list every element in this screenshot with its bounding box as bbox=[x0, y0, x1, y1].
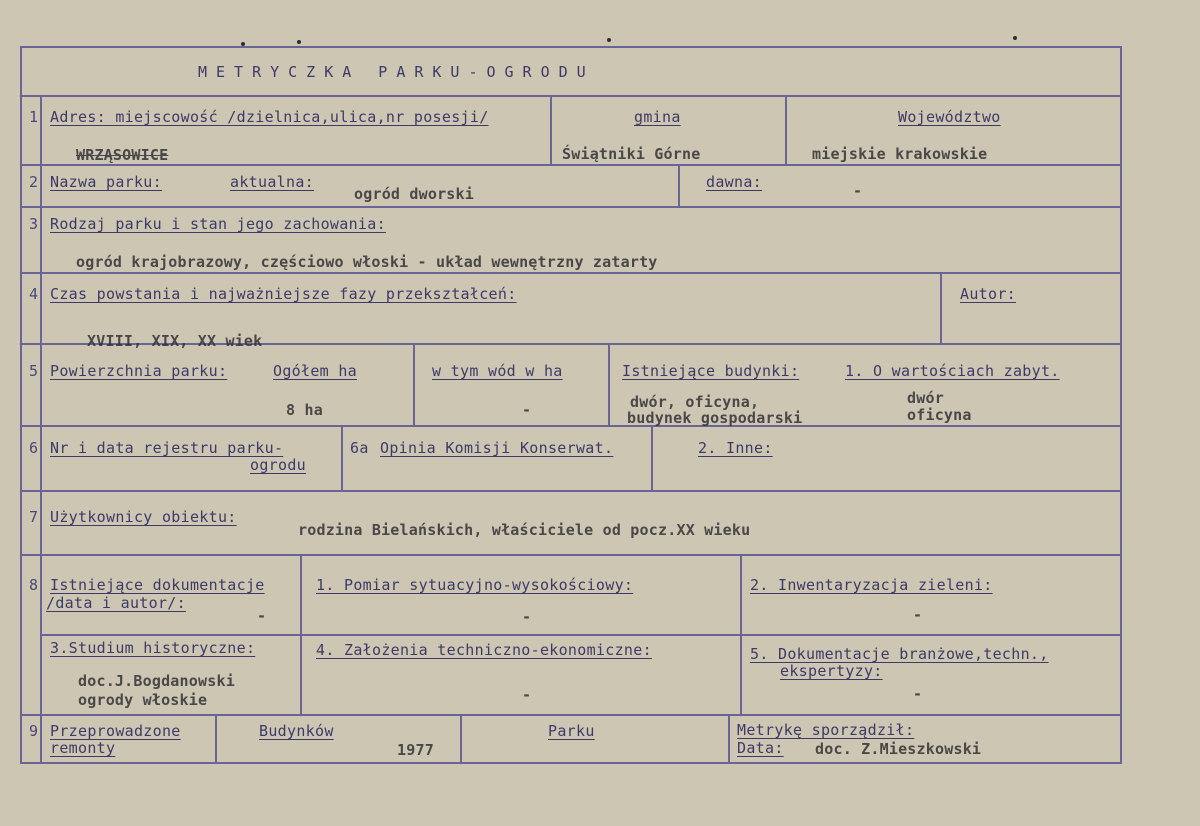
rule-top bbox=[20, 46, 1122, 48]
area-total-value: 8 ha bbox=[286, 401, 323, 419]
technical-assumptions-label: 4. Założenia techniczno-ekonomiczne: bbox=[316, 641, 652, 659]
documentation-label-line1: Istniejące dokumentacje bbox=[50, 576, 265, 594]
park-name-label: Nazwa parku: bbox=[50, 173, 162, 191]
historical-study-value-line2: ogrody włoskie bbox=[78, 691, 208, 709]
rule-r5-a bbox=[413, 343, 415, 425]
rule-r5-b bbox=[608, 343, 610, 425]
row-number-4: 4 bbox=[29, 285, 39, 303]
row-number-2: 2 bbox=[29, 173, 39, 191]
ink-speck bbox=[607, 38, 611, 42]
documentation-label-line2: /data i autor/: bbox=[46, 594, 186, 612]
rule-row2-bottom bbox=[20, 206, 1122, 208]
buildings-label: Istniejące budynki: bbox=[622, 362, 800, 380]
rule-r9-a bbox=[215, 714, 217, 762]
users-label: Użytkownicy obiektu: bbox=[50, 508, 237, 526]
park-repairs-label: Parku bbox=[548, 722, 595, 740]
area-total-label: Ogółem ha bbox=[273, 362, 357, 380]
repairs-label-line1: Przeprowadzone bbox=[50, 722, 181, 740]
conservation-opinion-label: Opinia Komisji Konserwat. bbox=[380, 439, 614, 457]
historical-study-label: 3.Studium historyczne: bbox=[50, 639, 256, 657]
rule-r1-a bbox=[550, 95, 552, 164]
rule-r9-c bbox=[728, 714, 730, 762]
history-phases-label: Czas powstania i najważniejsze fazy przekształceń: bbox=[50, 285, 517, 303]
current-name-value: ogród dworski bbox=[354, 185, 474, 203]
rule-left bbox=[20, 46, 22, 764]
prepared-by-value: doc. Z.Mieszkowski bbox=[815, 740, 982, 758]
survey-label: 1. Pomiar sytuacyjno-wysokościowy: bbox=[316, 576, 634, 594]
rule-right bbox=[1120, 46, 1122, 764]
history-phases-value: XVIII, XIX, XX wiek bbox=[87, 332, 263, 350]
date-label: Data: bbox=[737, 739, 784, 757]
technical-assumptions-value: - bbox=[522, 686, 532, 704]
register-label-line1: Nr i data rejestru parku- bbox=[50, 439, 284, 457]
gmina-value: Świątniki Górne bbox=[562, 145, 701, 163]
building-repairs-value: 1977 bbox=[397, 741, 434, 759]
author-label: Autor: bbox=[960, 285, 1016, 303]
historic-buildings-value-line1: dwór bbox=[907, 389, 944, 407]
row-number-7: 7 bbox=[29, 508, 39, 526]
rule-r9-b bbox=[460, 714, 462, 762]
park-type-value: ogród krajobrazowy, częściowo włoski - układ wewnętrzny zatarty bbox=[76, 253, 658, 271]
area-label: Powierzchnia parku: bbox=[50, 362, 228, 380]
buildings-value-line2: budynek gospodarski bbox=[627, 409, 803, 427]
rule-r6-a bbox=[341, 425, 343, 490]
rule-bottom bbox=[20, 762, 1122, 764]
rule-row7-bottom bbox=[20, 554, 1122, 556]
rule-number-column bbox=[40, 95, 42, 764]
former-name-value: - bbox=[853, 182, 863, 200]
historical-study-value-line1: doc.J.Bogdanowski bbox=[78, 672, 235, 690]
current-name-label: aktualna: bbox=[230, 173, 314, 191]
rule-title-bottom bbox=[20, 95, 1122, 97]
row-number-8: 8 bbox=[29, 576, 39, 594]
row-number-3: 3 bbox=[29, 215, 39, 233]
branch-documentation-label-line2: ekspertyzy: bbox=[780, 662, 883, 680]
rule-r2-a bbox=[678, 164, 680, 206]
register-label-line2: ogrodu bbox=[250, 456, 306, 474]
building-repairs-label: Budynków bbox=[259, 722, 334, 740]
rule-row6-bottom bbox=[20, 490, 1122, 492]
gmina-label: gmina bbox=[634, 108, 681, 126]
branch-documentation-label-line1: 5. Dokumentacje branżowe,techn., bbox=[750, 645, 1049, 663]
park-type-label: Rodzaj parku i stan jego zachowania: bbox=[50, 215, 386, 233]
prepared-by-label: Metrykę sporządził: bbox=[737, 721, 915, 739]
voivodeship-label: Województwo bbox=[898, 108, 1001, 126]
rule-row1-bottom bbox=[20, 164, 1122, 166]
water-area-value: - bbox=[522, 401, 532, 419]
other-buildings-label: 2. Inne: bbox=[698, 439, 773, 457]
rule-r6-b bbox=[651, 425, 653, 490]
address-value: WRZĄSOWICE bbox=[76, 146, 169, 164]
greenery-inventory-label: 2. Inwentaryzacja zieleni: bbox=[750, 576, 993, 594]
documentation-value: - bbox=[257, 607, 267, 625]
ink-speck bbox=[1013, 36, 1017, 40]
historic-buildings-value-line2: oficyna bbox=[907, 406, 972, 424]
rule-r8-a bbox=[300, 554, 302, 714]
card-title: METRYCZKA PARKU-OGRODU bbox=[198, 63, 595, 81]
opinion-number: 6a bbox=[350, 439, 369, 457]
rule-row3-bottom bbox=[20, 272, 1122, 274]
repairs-label-line2: remonty bbox=[50, 739, 116, 757]
row-number-9: 9 bbox=[29, 722, 39, 740]
address-label: Adres: miejscowość /dzielnica,ulica,nr posesji/ bbox=[50, 108, 489, 126]
ink-speck bbox=[297, 40, 301, 44]
users-value: rodzina Bielańskich, właściciele od pocz.XX wieku bbox=[298, 521, 751, 539]
water-area-label: w tym wód w ha bbox=[432, 362, 563, 380]
row-number-1: 1 bbox=[29, 108, 39, 126]
voivodeship-value: miejskie krakowskie bbox=[812, 145, 988, 163]
row-number-6: 6 bbox=[29, 439, 39, 457]
greenery-inventory-value: - bbox=[913, 606, 923, 624]
rule-r1-b bbox=[785, 95, 787, 164]
historic-buildings-label: 1. O wartościach zabyt. bbox=[845, 362, 1060, 380]
rule-r4-a bbox=[940, 272, 942, 343]
survey-value: - bbox=[522, 608, 532, 626]
former-name-label: dawna: bbox=[706, 173, 762, 191]
buildings-value-line1: dwór, oficyna, bbox=[630, 393, 760, 411]
rule-row8a-bottom bbox=[40, 634, 1122, 636]
rule-row5-bottom bbox=[20, 425, 1122, 427]
branch-documentation-value: - bbox=[913, 685, 923, 703]
rule-row8-bottom bbox=[20, 714, 1122, 716]
rule-r8-b bbox=[740, 554, 742, 714]
row-number-5: 5 bbox=[29, 362, 39, 380]
